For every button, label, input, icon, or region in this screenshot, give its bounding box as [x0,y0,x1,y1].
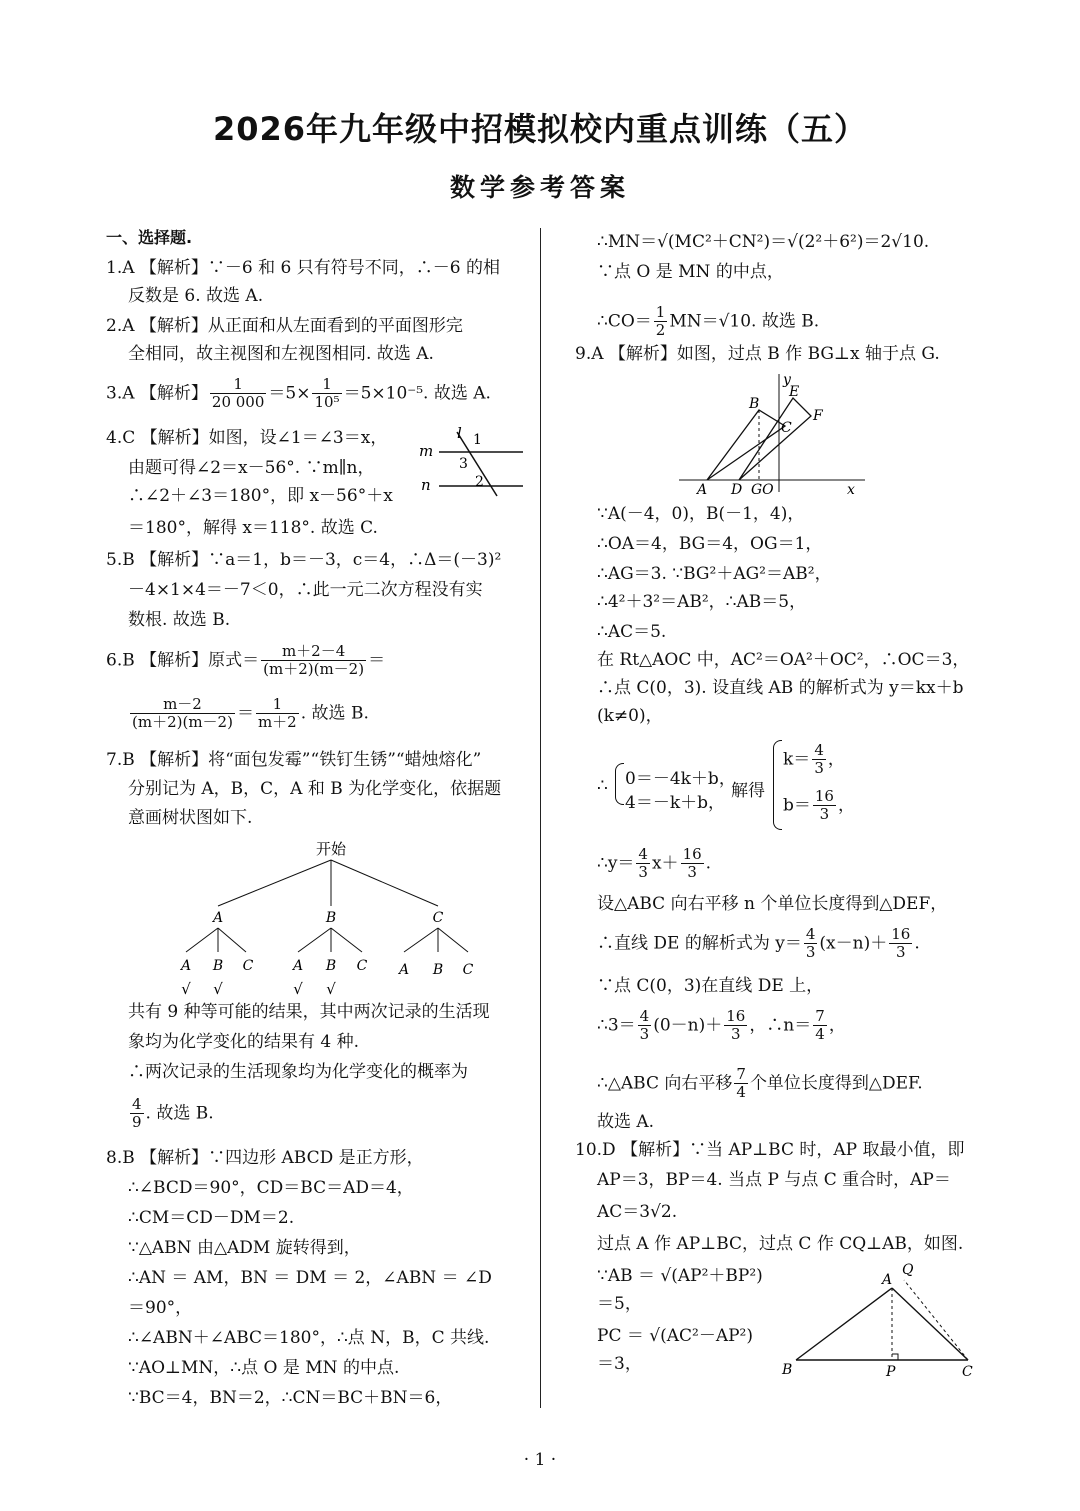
tree-branch [331,928,362,952]
tree-branch [298,928,331,952]
denominator: 3 [639,1025,650,1044]
label-n: n [421,476,431,494]
tree-leaf: C [242,958,254,974]
answer-3-fraction-2 [312,376,341,412]
mid: (x－n)＋ [819,933,888,954]
answer-8-line-8: ∵AO⊥MN，∴点 O 是 MN 的中点. [128,1358,400,1378]
answer-6-fraction-2 [130,696,235,732]
fraction [813,1008,827,1044]
fraction [889,926,912,962]
equals: ＝ [236,703,254,724]
answer-6-fraction-1 [261,643,366,679]
label-l: l [457,424,462,442]
answer-8-line-7: ∴∠ABN＋∠ABC＝180°，∴点 N，B，C 共线. [128,1328,490,1348]
tree-leaf: C [356,958,368,974]
document-title: 2026年九年级中招模拟校内重点训练（五） [212,110,868,148]
point-q-label: Q [902,1262,914,1278]
answer-9-line-3: ∴OA＝4，BG＝4，OG＝1， [597,534,823,554]
tree-leaf: C [462,962,474,978]
answer-7-line-5: 象均为化学变化的结果有 4 种. [128,1032,360,1052]
answer-8-line-2: ∴∠BCD＝90°，CD＝BC＝AD＝4， [128,1178,414,1198]
numerator: m－2 [130,696,235,714]
system-equation-2: 4＝－k＋b， [625,793,725,813]
tree-leaf: A [180,958,192,974]
answer-4-line-1: 4.C 【解析】如图，设∠1＝∠3＝x， [106,428,388,448]
mid: ，∴n＝ [749,1015,812,1036]
half-fraction [654,304,668,340]
fraction [636,846,650,882]
denominator: 10⁵ [314,393,340,412]
answer-6-fraction-3 [256,696,299,732]
answer-8-line-1: 8.B 【解析】∵四边形 ABCD 是正方形， [106,1148,424,1168]
point-go-label: GO [751,482,774,498]
answer-6-prefix: 6.B 【解析】原式＝ [106,650,260,671]
denominator: 3 [730,1025,741,1044]
tree-leaf: B [432,962,444,978]
answer-8-line-10: ∴MN＝√(MC²＋CN²)＝√(2²＋6²)＝2√10. [597,232,930,252]
answer-8-line-11: ∵点 O 是 MN 的中点， [597,262,784,282]
answer-9-line-14 [597,1008,846,1044]
angle-3-label: 3 [459,456,468,472]
denominator: 2 [655,321,666,340]
check-mark: √ [326,980,336,996]
left-brace [615,763,624,805]
point-e-label: E [789,384,800,400]
answer-8-line-12 [597,304,819,340]
denominator: 3 [687,863,697,882]
b-fraction [813,788,836,824]
check-mark: √ [213,980,223,996]
tree-branch [218,860,331,906]
answer-5-line-1: 5.B 【解析】∵a＝1，b＝－3，c＝4，∴Δ＝(－3)² [106,550,502,570]
numerator: 7 [736,1065,746,1083]
denominator: 3 [895,943,906,962]
therefore-sign: ∴ [597,776,608,796]
answer-8-line-5: ∴AN ＝ AM，BN ＝ DM ＝ 2，∠ABN ＝ ∠D [128,1268,492,1288]
angle-1-label: 1 [473,432,482,448]
answer-6-suffix: . 故选 B. [300,703,369,724]
point-c-label: C [962,1364,973,1378]
mid: (0－n)＋ [653,1015,723,1036]
answer-5-line-2: －4×1×4＝－7＜0，∴此一元二次方程没有实 [128,580,483,600]
tree-branch [331,860,438,906]
numerator: 4 [638,845,648,863]
tree-leaf: B [325,958,337,974]
tree-diagram [146,836,526,996]
prefix: ∴CO＝ [597,311,652,332]
answer-10-line-8: ＝3， [597,1354,642,1374]
tree-branch [404,928,438,952]
answer-7-line-1: 7.B 【解析】将“面包发霉”“铁钉生锈”“蜡烛熔化” [106,750,482,770]
point-a-label: A [697,482,708,498]
fraction [681,846,704,882]
answer-7-line-7 [128,1096,214,1132]
altitude-cq [904,1280,968,1360]
answer-2-line-2: 全相同，故主视图和左视图相同. 故选 A. [128,344,434,364]
page-number: · 1 · [523,1450,557,1470]
b-label: b＝ [783,795,811,816]
point-d-label: D [731,482,743,498]
denominator: 3 [819,805,830,824]
denominator: 3 [805,943,816,962]
answer-9-line-16: 故选 A. [597,1112,655,1132]
equals: ＝ [368,650,386,671]
prefix: ∴△ABC 向右平移 [597,1073,733,1094]
check-mark: √ [293,980,303,996]
answer-7-fraction [130,1096,144,1132]
point-b-label: B [782,1362,793,1378]
equation-system [597,736,897,832]
solve-text: 解得 [731,781,765,801]
section-heading: 一、选择题. [106,228,193,247]
tree-branch [438,928,468,952]
denominator: (m＋2)(m－2) [263,660,365,679]
answer-10-line-2: AP＝3，BP＝4. 当点 P 与点 C 重合时，AP＝ [597,1170,951,1190]
answer-7-suffix: . 故选 B. [145,1103,214,1124]
comma: ， [837,795,855,816]
answer-3-mid: ＝5× [268,383,311,404]
answer-10-line-3: AC＝3√2. [597,1202,678,1222]
solution-brace [773,740,782,830]
prefix: ∴直线 DE 的解析式为 y＝ [597,933,802,954]
denominator: (m＋2)(m－2) [132,713,233,732]
coordinate-figure [675,368,875,498]
suffix: MN＝√10. 故选 B. [669,311,820,332]
answer-8-line-3: ∴CM＝CD－DM＝2. [128,1208,295,1228]
answer-10-line-4: 过点 A 作 AP⊥BC，过点 C 作 CQ⊥AB，如图. [597,1234,964,1254]
numerator: 4 [639,1007,650,1025]
numerator: 16 [726,1007,746,1025]
numerator: 16 [682,845,702,863]
suffix: . [914,933,920,954]
numerator: 1 [655,303,666,321]
answer-7-line-4: 共有 9 种等可能的结果，其中两次记录的生活现 [128,1002,490,1022]
answer-5-line-3: 数根. 故选 B. [128,610,231,630]
numerator: 1 [210,376,267,394]
answer-6-line-2 [128,696,369,732]
numerator: 4 [805,925,816,943]
answer-8-line-9: ∵BC＝4，BN＝2，∴CN＝BC＋BN＝6， [128,1388,453,1408]
numerator: 16 [814,787,834,805]
denominator: 9 [132,1113,142,1132]
answer-2-line-1: 2.A 【解析】从正面和从左面看到的平面图形完 [106,316,463,336]
answer-9-line-15 [597,1066,923,1102]
point-f-label: F [813,408,823,424]
suffix: ， [828,1015,846,1036]
answer-9-line-4: ∴AG＝3. ∵BG²＋AG²＝AB²， [597,564,832,584]
answer-9-line-1: 9.A 【解析】如图，过点 B 作 BG⊥x 轴于点 G. [575,344,940,364]
denominator: 20 000 [211,393,265,412]
system-equation-1: 0＝－4k＋b， [625,769,736,789]
answer-4-line-2: 由题可得∠2＝x－56°. ∵m∥n， [128,458,375,478]
angle-2-label: 2 [475,474,484,490]
tree-leaf: B [212,958,224,974]
check-mark: √ [181,980,191,996]
numerator: 1 [256,696,299,714]
fraction [638,1008,652,1044]
answer-9-line-7: 在 Rt△AOC 中，AC²＝OA²＋OC²，∴OC＝3， [597,650,970,670]
answer-9-line-8: ∴点 C(0，3). 设直线 AB 的解析式为 y＝kx＋b [597,678,964,698]
tree-root-label: 开始 [315,840,347,858]
answer-9-line-6: ∴AC＝5. [597,622,667,642]
answer-8-line-6: ＝90°， [128,1298,193,1318]
denominator: 4 [815,1025,825,1044]
denominator: 4 [736,1083,746,1102]
point-p-label: P [886,1364,896,1378]
prefix: ∴y＝ [597,853,635,874]
numerator: 4 [814,741,824,759]
answer-7-line-2: 分别记为 A，B，C，A 和 B 为化学变化，依据题 [128,779,502,799]
answer-9-line-10 [597,846,711,882]
x-axis-label: x [847,482,855,498]
answer-10-line-7: PC ＝ √(AC²－AP²) [597,1326,753,1346]
numerator: 16 [891,925,911,943]
column-divider [540,228,541,1408]
numerator: 4 [132,1095,142,1113]
triangle-figure [780,1258,995,1378]
answer-9-line-12 [597,926,920,962]
tree-node-b: B [325,910,337,926]
k-label: k＝ [783,749,811,770]
answer-9-line-9: (k≠0)， [597,706,663,726]
segment-ab [796,1288,892,1360]
numerator: m＋2－4 [261,643,366,661]
solution-k [783,742,845,778]
point-c-label: C [781,420,792,436]
answer-4-line-4: ＝180°，解得 x＝118°. 故选 C. [128,518,378,538]
numerator: 1 [312,376,341,394]
numerator: 7 [815,1007,825,1025]
tree-node-c: C [432,910,444,926]
answer-7-line-3: 意画树状图如下. [128,808,253,828]
segment-ac [892,1288,968,1360]
denominator: 3 [814,759,824,778]
label-m: m [419,442,434,460]
denominator: 3 [638,863,648,882]
answer-6-line-1 [106,643,385,679]
y-axis-label: y [783,372,791,388]
answer-9-line-2: ∵A(－4，0)，B(－1，4)， [597,504,805,524]
answer-3-suffix: ＝5×10⁻⁵. 故选 A. [343,383,491,404]
tree-leaf: A [398,962,410,978]
answer-10-line-1: 10.D 【解析】∵当 AP⊥BC 时，AP 取最小值，即 [575,1140,965,1160]
tree-branch [186,928,218,952]
comma: ， [827,749,845,770]
answer-4-line-3: ∴∠2＋∠3＝180°，即 x－56°＋x [128,486,393,506]
answer-9-line-5: ∴4²＋3²＝AB²，∴AB＝5， [597,592,807,612]
answer-10-line-6: ＝5， [597,1294,642,1314]
mid: x＋ [651,853,679,874]
fraction [734,1066,748,1102]
suffix: . [705,853,712,874]
answer-1-line-2: 反数是 6. 故选 A. [128,286,264,306]
point-b-label: B [749,396,760,412]
document-subtitle: 数学参考答案 [449,173,630,202]
fraction [804,926,818,962]
answer-10-line-5: ∵AB ＝ √(AP²＋BP²) [597,1266,763,1286]
k-fraction [812,742,826,778]
right-angle-mark [892,1354,898,1360]
suffix: 个单位长度得到△DEF. [749,1073,923,1094]
denominator: m＋2 [257,713,297,732]
solution-b [783,788,855,824]
answer-1-line-1: 1.A 【解析】∵－6 和 6 只有符号不同，∴－6 的相 [106,258,500,278]
parallel-lines-figure [411,424,531,499]
tree-node-a: A [212,910,224,926]
answer-9-line-13: ∵点 C(0，3)在直线 DE 上， [597,976,824,996]
answer-7-line-6: ∴两次记录的生活现象均为化学变化的概率为 [128,1062,468,1082]
tree-branch [218,928,246,952]
answer-8-line-4: ∵△ABN 由△ADM 旋转得到， [128,1238,361,1258]
answer-9-line-11: 设△ABC 向右平移 n 个单位长度得到△DEF， [597,894,948,914]
answer-3-fraction-1 [210,376,267,412]
answer-3 [106,376,491,412]
tree-leaf: A [292,958,304,974]
answer-3-prefix: 3.A 【解析】 [106,383,208,404]
prefix: ∴3＝ [597,1015,636,1036]
point-a-label: A [882,1272,893,1288]
fraction [724,1008,747,1044]
